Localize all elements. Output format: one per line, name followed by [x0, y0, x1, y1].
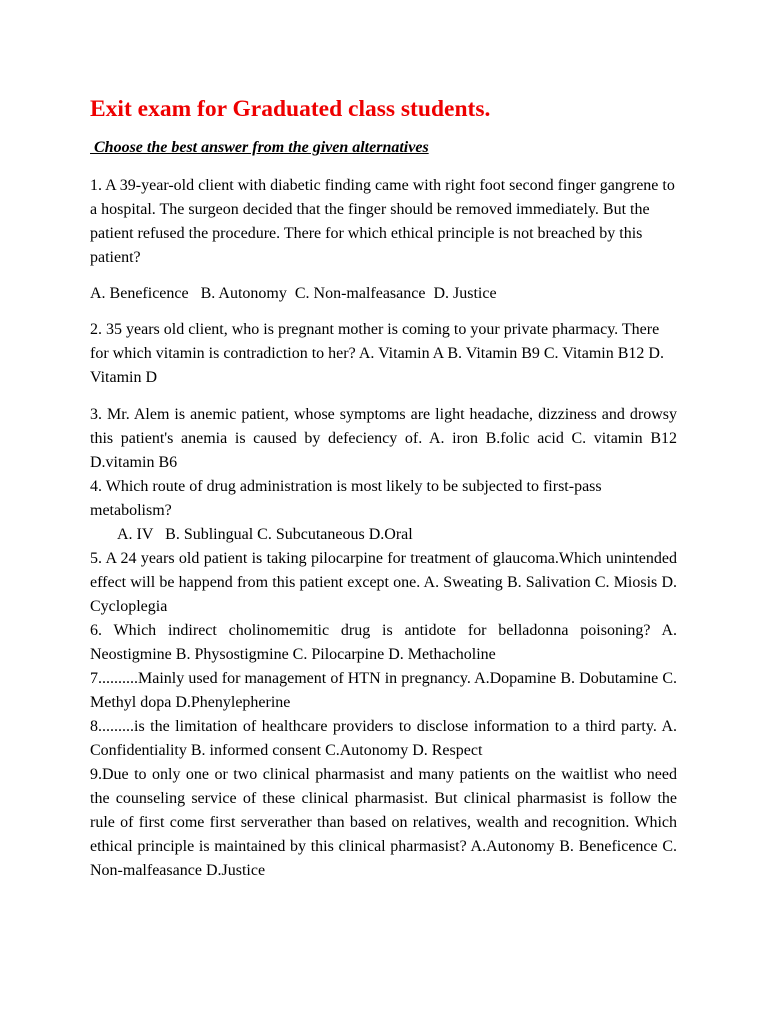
question-4-choices: A. IV B. Sublingual C. Subcutaneous D.Oral — [117, 526, 413, 543]
question-4-stem: 4. Which route of drug administration is most likely to be subjected to first-pass metabolism? — [90, 478, 602, 519]
page-title: Exit exam for Graduated class students. — [90, 96, 491, 122]
question-8-stem: 8.........is the limitation of healthcare providers to disclose information to a third party. A. Confidentiality B. informed consent C.Autonomy D. Respect — [90, 718, 677, 759]
question-1-stem: 1. A 39-year-old client with diabetic finding came with right foot second finger gangrene to a hospital. The surgeon decided that the finger should be removed immediately. But the patient refused the procedure. There for which ethical principle is not breached by this patient? — [90, 177, 675, 266]
question-3-stem: 3. Mr. Alem is anemic patient, whose symptoms are light headache, dizziness and drowsy this patient's anemia is caused by defeciency of. A. iron B.folic acid C. vitamin B12 D.vitamin B6 — [90, 406, 677, 471]
question-2-stem: 2. 35 years old client, who is pregnant mother is coming to your private pharmacy. There for which vitamin is contradiction to her? A. Vitamin A B. Vitamin B9 C. Vitamin B12 D. Vitamin D — [90, 321, 664, 386]
document-page — [90, 94, 677, 883]
question-6-stem: 6. Which indirect cholinomemitic drug is antidote for belladonna poisoning? A. Neostigmine B. Physostigmine C. Pilocarpine D. Methacholine — [90, 622, 677, 663]
question-9-stem: 9.Due to only one or two clinical pharmasist and many patients on the waitlist who need the counseling service of these clinical pharmasist. But clinical pharmasist is follow the rule of first come first serverather than based on relatives, wealth and recognition. Which ethical principle is maintained by this clinical pharmasist? A.Autonomy B. Beneficence C. Non-malfeasance D.Justice — [90, 766, 677, 879]
question-1-choices: A. Beneficence B. Autonomy C. Non-malfeasance D. Justice — [90, 285, 497, 302]
question-5-stem: 5. A 24 years old patient is taking pilocarpine for treatment of glaucoma.Which unintended effect will be happend from this patient except one. A. Sweating B. Salivation C. Miosis D. Cycloplegia — [90, 550, 677, 615]
question-7-stem: 7..........Mainly used for management of HTN in pregnancy. A.Dopamine B. Dobutamine C. Methyl dopa D.Phenylepherine — [90, 670, 677, 711]
instruction-text: Choose the best answer from the given alternatives — [90, 139, 429, 156]
